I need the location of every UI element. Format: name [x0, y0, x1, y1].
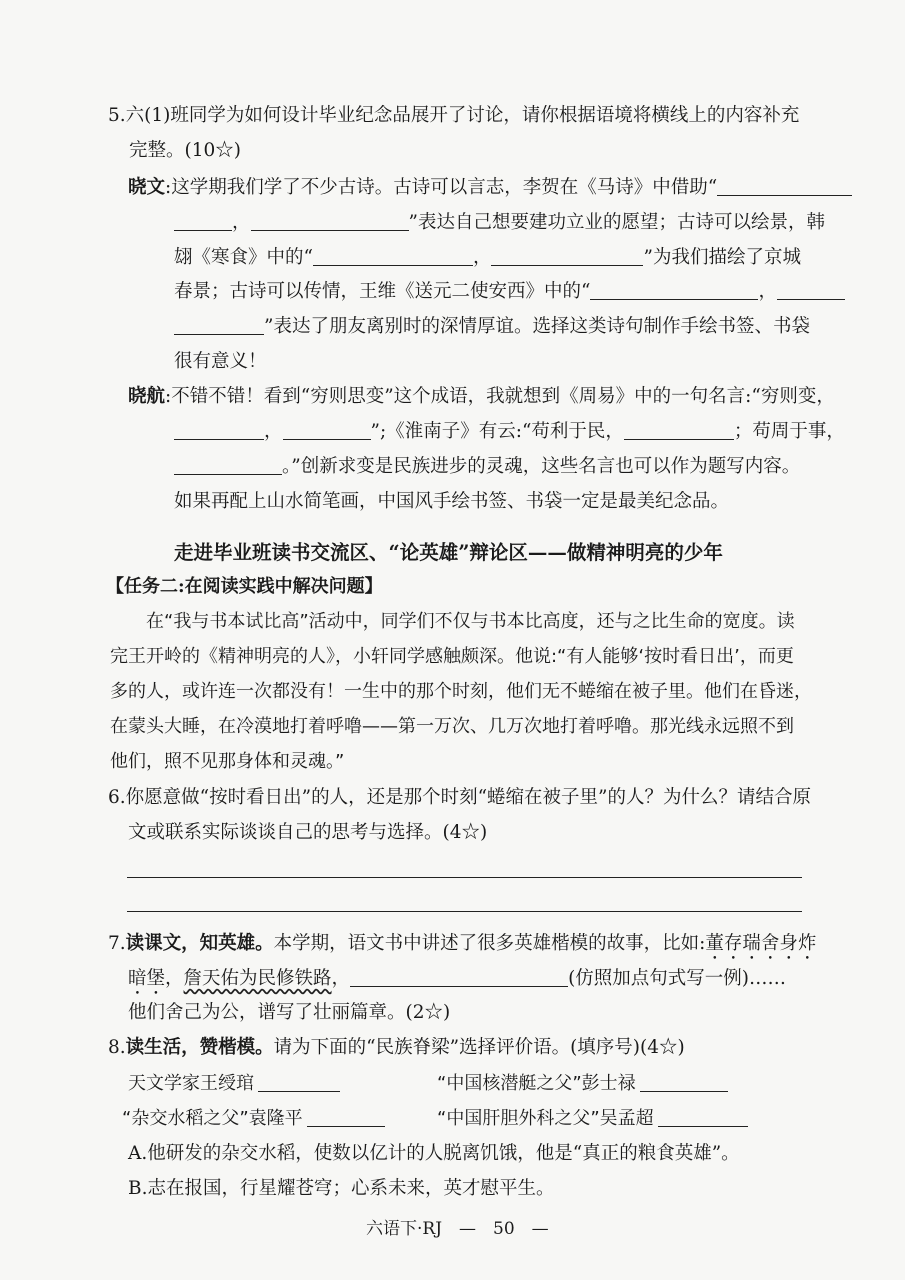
q8-person-4: “中国肝胆外科之父”吴孟超 [437, 1104, 748, 1130]
q7-line1: 7.读课文，知英雄。本学期，语文书中讲述了很多英雄楷模的故事，比如:董存瑞舍身炸 [108, 933, 817, 954]
q8-blank-2[interactable] [640, 1073, 728, 1092]
passage-line-2: 完王开岭的《精神明亮的人》，小轩同学感触颇深。他说:“有人能够‘按时看日出’，而更 [110, 646, 794, 667]
blank-mashi-2[interactable] [251, 212, 409, 232]
q5-xiaowen-line3: 翃《寒食》中的“ ， ”为我们描绘了京城 [174, 247, 801, 268]
q8-option-a: A.他研发的杂交水稻，使数以亿计的人脱离饥饿，他是“真正的粮食英雄”。 [128, 1143, 740, 1164]
q5-prompt-line2: 完整。(10☆) [129, 140, 241, 161]
q5-xiaowen-line4: 春景；古诗可以传情，王维《送元二使安西》中的“ ， [174, 277, 845, 303]
q5-xiaohang-line3: 。”创新求变是民族进步的灵魂，这些名言也可以作为题写内容。 [174, 452, 800, 478]
q7-line2: 暗堡，詹天佑为民修铁路， (仿照加点句式写一例)…… [128, 968, 786, 989]
q5-xiaowen-line6: 很有意义！ [174, 351, 267, 372]
q5-xiaowen-line2: ， ”表达自己想要建功立业的愿望；古诗可以绘景，韩 [174, 208, 825, 234]
blank-anxi-2[interactable] [777, 281, 845, 301]
blank-anxi-2-cont[interactable] [174, 316, 264, 336]
q8-blank-4[interactable] [658, 1108, 748, 1127]
q8-person-1: 天文学家王绶琯 [128, 1069, 340, 1095]
blank-mashi-1[interactable] [717, 177, 852, 197]
blank-hanshi-1[interactable] [313, 247, 473, 267]
q5-xiaowen-line5: ”表达了朋友离别时的深情厚谊。选择这类诗句制作手绘书签、书袋 [174, 312, 810, 338]
q5-xiaowen-line1: 晓文:这学期我们学了不少古诗。古诗可以言志，李贺在《马诗》中借助“ [128, 173, 852, 199]
q6-answer-line-1[interactable] [127, 877, 802, 878]
q8-person-2: “中国核潜艇之父”彭士禄 [437, 1069, 728, 1095]
blank-mashi-1-cont[interactable] [174, 212, 232, 232]
q5-xiaohang-line4: 如果再配上山水简笔画，中国风手绘书签、书袋一定是最美纪念品。 [174, 491, 730, 512]
xiaowen-label: 晓文 [128, 177, 166, 198]
blank-huainanzi-1[interactable] [624, 421, 734, 441]
blank-hanshi-2[interactable] [491, 247, 643, 267]
q7-line3: 他们舍己为公，谱写了壮丽篇章。(2☆) [128, 1002, 451, 1023]
q5-xiaohang-line1: 晓航:不错不错！看到“穷则思变”这个成语，我就想到《周易》中的一句名言:“穷则变， [128, 386, 835, 407]
q5-xiaohang-line2: ， ”;《淮南子》有云:“苟利于民， ；苟周于事， [174, 417, 845, 443]
q6-line2: 文或联系实际谈谈自己的思考与选择。(4☆) [128, 822, 488, 843]
passage-line-4: 在蒙头大睡，在冷漠地打着呼噜——第一万次、几万次地打着呼噜。那光线永远照不到 [110, 716, 794, 737]
section-title: 走进毕业班读书交流区、“论英雄”辩论区——做精神明亮的少年 [174, 541, 723, 564]
page-footer: 六语下·RJ — 50 — [366, 1219, 549, 1239]
passage-line-3: 多的人，或许连一次都没有！一生中的那个时刻，他们无不蜷缩在被子里。他们在昏迷， [110, 681, 812, 702]
q6-line1: 6.你愿意做“按时看日出”的人，还是那个时刻“蜷缩在被子里”的人？为什么？请结合原 [108, 787, 811, 808]
q8-blank-1[interactable] [258, 1073, 340, 1092]
q8-blank-3[interactable] [307, 1108, 385, 1127]
passage-line-1: 在“我与书本试比高”活动中，同学们不仅与书本比高度，还与之比生命的宽度。读 [146, 611, 795, 632]
q8-person-3: “杂交水稻之父”袁隆平 [122, 1104, 385, 1130]
blank-anxi-1[interactable] [590, 281, 758, 301]
blank-zhouyi-2[interactable] [283, 421, 371, 441]
q8-option-b: B.志在报国，行星耀苍穹；心系未来，英才慰平生。 [128, 1178, 555, 1199]
blank-huainanzi-2[interactable] [174, 456, 282, 476]
xiaohang-label: 晓航 [128, 386, 166, 407]
passage-line-5: 他们，照不见那身体和灵魂。” [110, 751, 345, 772]
wavy-example: 詹天佑为民修铁路 [183, 968, 332, 989]
dotted-example: 董存瑞舍身炸 [705, 933, 817, 954]
q8-line1: 8.读生活，赞楷模。请为下面的“民族脊梁”选择评价语。(填序号)(4☆) [108, 1037, 685, 1058]
q5-prompt-line1: 5.六(1)班同学为如何设计毕业纪念品展开了讨论，请你根据语境将横线上的内容补充 [108, 105, 800, 126]
q7-answer-blank[interactable] [350, 968, 568, 988]
task-2-heading: 【任务二:在阅读实践中解决问题】 [106, 576, 383, 597]
q6-answer-line-2[interactable] [127, 911, 802, 912]
blank-zhouyi-1[interactable] [174, 421, 264, 441]
